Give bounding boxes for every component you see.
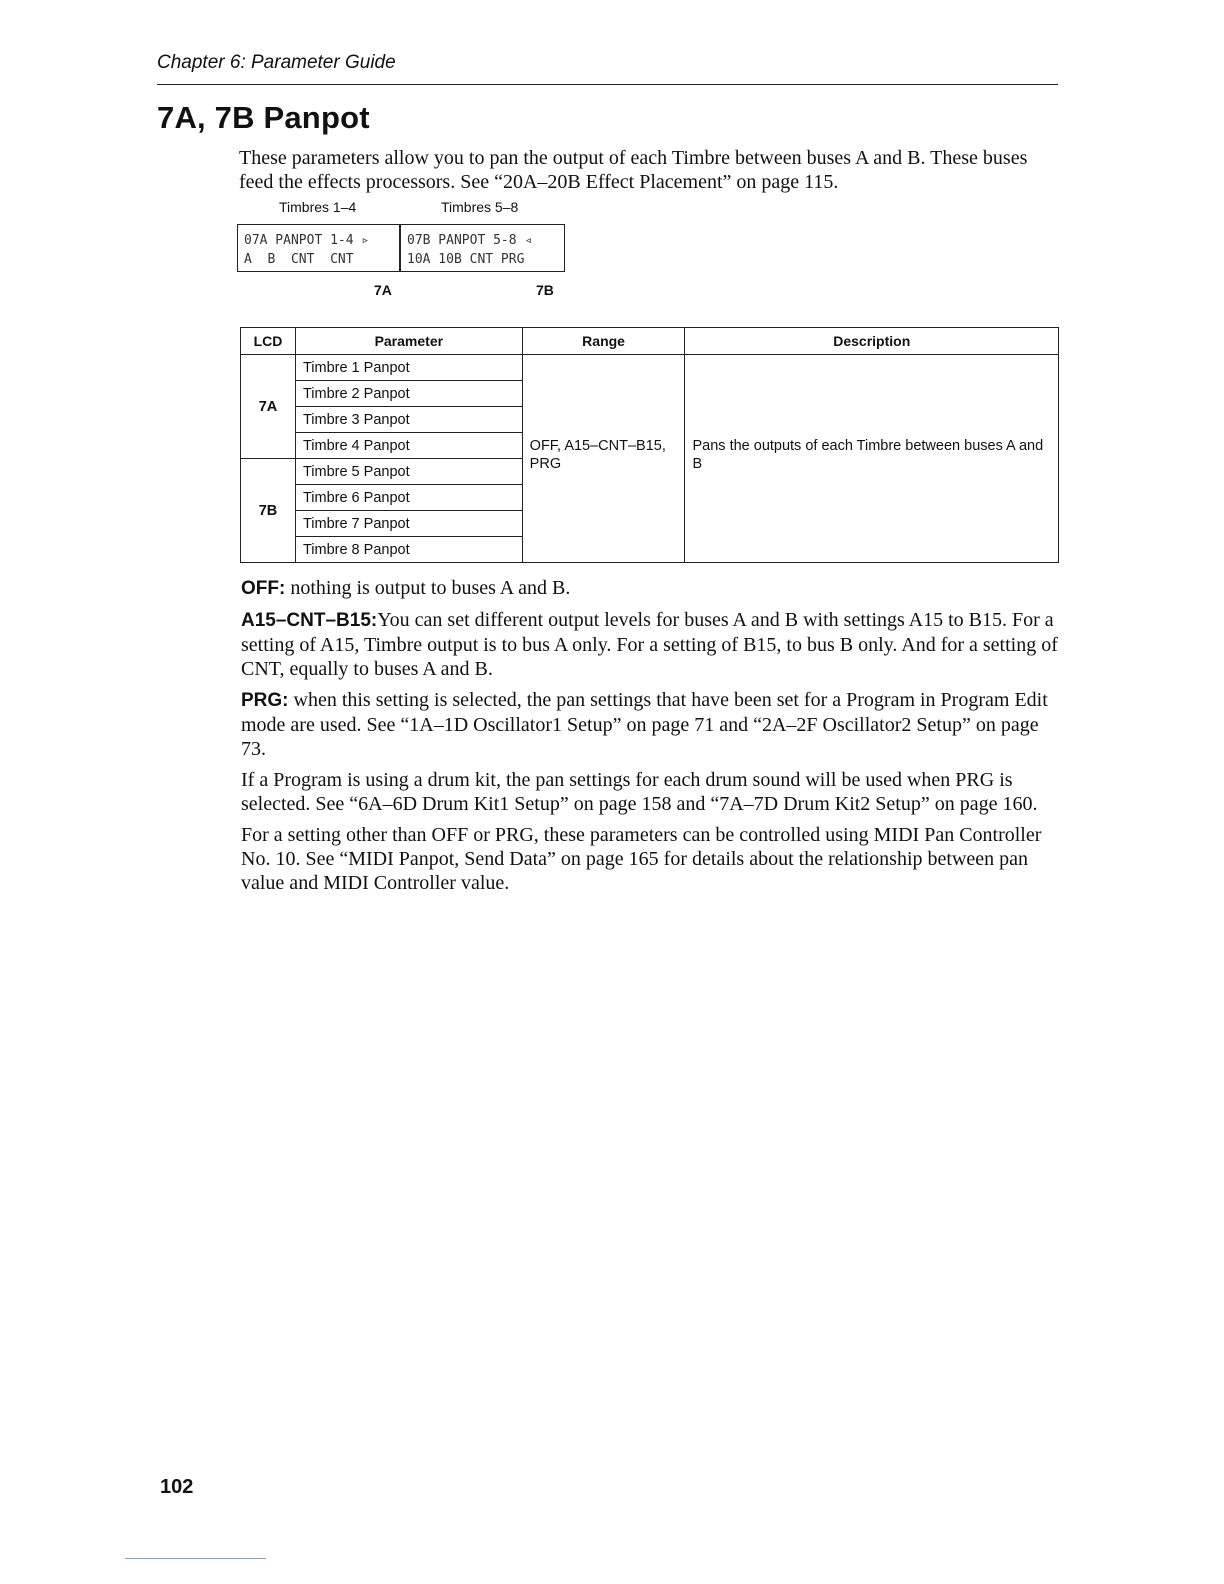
intro-paragraph: These parameters allow you to pan the output of each Timbre between buses A and B. These buses feed the effects processors. See “20A–20B Effect Placement” on page 115.	[239, 147, 1028, 193]
paragraph-text: You can set different output levels for buses A and B with settings A15 to B15. For a setting of A15, Timbre output is to bus A only. For a setting of B15, to bus B only. And for a setting of CNT, equally to buses A and B.	[241, 609, 1058, 680]
term-off: OFF:	[241, 578, 286, 599]
lcd-display-7b	[400, 224, 565, 272]
chapter-header: Chapter 6: Parameter Guide	[157, 52, 396, 73]
lcd-7b-line1: 07B PANPOT 5-8 ◃	[407, 233, 533, 248]
parameter-cell: Timbre 3 Panpot	[295, 407, 522, 433]
parameter-cell: Timbre 8 Panpot	[295, 537, 522, 563]
lcd-label-7b: 7B	[536, 282, 554, 298]
header-parameter: Parameter	[295, 328, 522, 355]
term-prg: PRG:	[241, 690, 289, 711]
paragraph-midi-pan	[241, 823, 1059, 895]
paragraph-prg	[241, 688, 1059, 761]
description-cell: Pans the outputs of each Timbre between buses A and B	[685, 355, 1059, 563]
parameter-cell: Timbre 2 Panpot	[295, 381, 522, 407]
paragraph-drum-kit	[241, 768, 1059, 816]
parameter-cell: Timbre 1 Panpot	[295, 355, 522, 381]
page-number: 102	[160, 1476, 194, 1498]
lcd-7a-line1: 07A PANPOT 1-4 ▹	[244, 233, 370, 248]
lcd-caption-timbres-1-4: Timbres 1–4	[279, 199, 357, 215]
paragraph-text: For a setting other than OFF or PRG, these parameters can be controlled using MIDI Pan Controller No. 10. See “MIDI Panpot, Send Data” on page 165 for details about the relationship between pan value and MIDI Controller value.	[241, 824, 1042, 894]
parameter-cell: Timbre 4 Panpot	[295, 433, 522, 459]
paragraph-a15-cnt-b15	[241, 608, 1059, 681]
header-lcd: LCD	[241, 328, 296, 355]
parameter-cell: Timbre 6 Panpot	[295, 485, 522, 511]
footer-rule	[125, 1558, 266, 1559]
lcd-7b-line2: 10A 10B CNT PRG	[407, 252, 525, 267]
body-text	[241, 576, 1059, 902]
lcd-7a-line2: A B CNT CNT	[244, 252, 354, 267]
parameter-table	[240, 327, 1059, 563]
term-a15-cnt-b15: A15–CNT–B15:	[241, 610, 378, 631]
paragraph-text: nothing is output to buses A and B.	[285, 577, 571, 599]
table-header-row	[241, 328, 1059, 355]
parameter-cell: Timbre 5 Panpot	[295, 459, 522, 485]
paragraph-text: If a Program is using a drum kit, the pan settings for each drum sound will be used when PRG is selected. See “6A–6D Drum Kit1 Setup” on page 158 and “7A–7D Drum Kit2 Setup” on page 160.	[241, 769, 1038, 815]
paragraph-off	[241, 576, 1059, 601]
header-range: Range	[522, 328, 685, 355]
lcd-label-7a: 7A	[374, 282, 392, 298]
lcd-display-7a	[237, 224, 400, 272]
lcd-group-7b: 7B	[241, 459, 296, 563]
parameter-cell: Timbre 7 Panpot	[295, 511, 522, 537]
lcd-caption-timbres-5-8: Timbres 5–8	[441, 199, 519, 215]
range-cell: OFF, A15–CNT–B15, PRG	[522, 355, 685, 563]
header-rule	[157, 84, 1058, 85]
section-title: 7A, 7B Panpot	[157, 100, 370, 135]
lcd-group-7a: 7A	[241, 355, 296, 459]
table-row	[241, 355, 1059, 381]
paragraph-text: when this setting is selected, the pan settings that have been set for a Program in Program Edit mode are used. See “1A–1D Oscillator1 Setup” on page 71 and “2A–2F Oscillator2 Setup” on page 73.	[241, 689, 1048, 760]
header-description: Description	[685, 328, 1059, 355]
